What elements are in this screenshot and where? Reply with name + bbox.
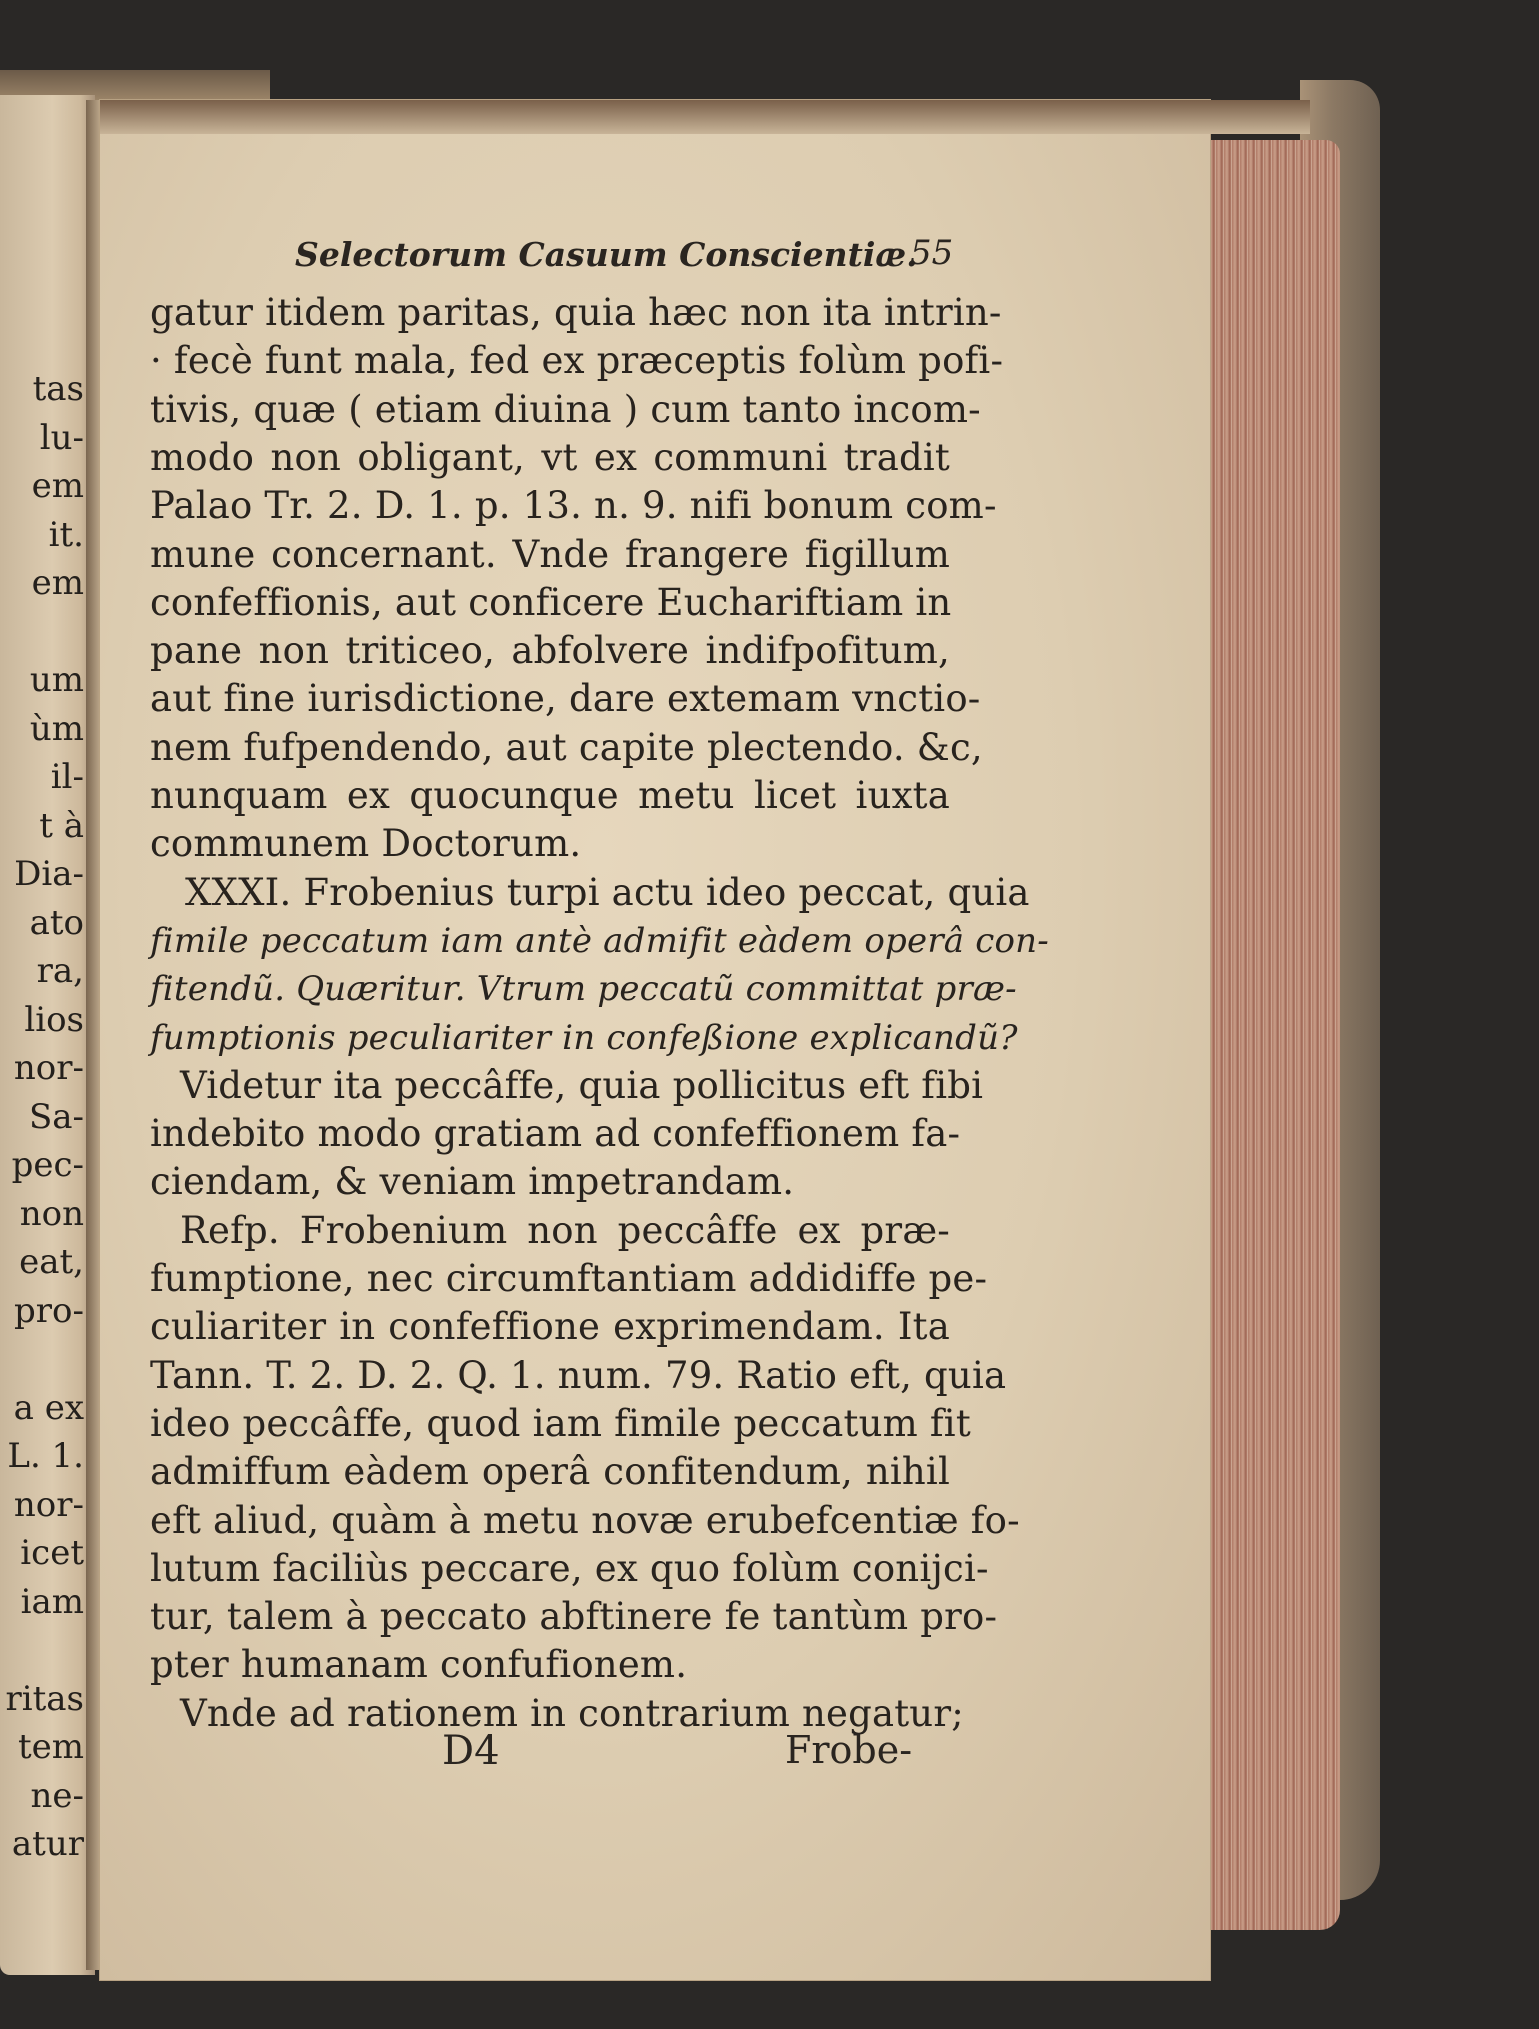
right-page-top-edge <box>100 100 1310 134</box>
left-fragment-line: ato <box>29 902 84 943</box>
left-fragment-line: ritas <box>5 1678 84 1719</box>
text-line: Refp. Frobenium non peccâffe ex præ- <box>180 1208 950 1252</box>
left-fragment-line: lios <box>24 999 84 1040</box>
text-line: indebito modo gratiam ad confeffionem fa- <box>150 1112 961 1156</box>
left-fragment-line: a ex <box>13 1387 84 1428</box>
left-fragment-line: ne- <box>30 1775 84 1816</box>
left-fragment-line: atur <box>11 1824 84 1864</box>
text-line: modo non obligant, vt ex communi tradit <box>150 435 950 479</box>
left-fragment-line: ra, <box>36 951 84 991</box>
left-fragment-line: em <box>31 563 84 603</box>
text-line: mune concernant. Vnde frangere figillum <box>150 532 950 576</box>
text-line: culiariter in confeffione exprimendam. Ita <box>150 1305 950 1349</box>
text-line: aut fine iurisdictione, dare extemam vnctio- <box>150 677 981 721</box>
left-fragment-line: pec- <box>11 1145 84 1185</box>
text-line: ideo peccâffe, quod iam fimile peccatum fit <box>150 1401 971 1445</box>
left-fragment-line: tas <box>32 369 84 409</box>
text-line: XXXI. Frobenius turpi actu ideo peccat, quia <box>185 870 1030 914</box>
signature-mark: D4 <box>442 1728 500 1774</box>
left-fragment-line: nor- <box>13 1484 84 1525</box>
text-line: Tann. T. 2. D. 2. Q. 1. num. 79. Ratio eft, quia <box>150 1353 1007 1397</box>
left-fragment-line: L. 1. <box>7 1436 84 1476</box>
text-line: Palao Tr. 2. D. 1. p. 13. n. 9. nifi bonum com- <box>150 484 997 528</box>
left-fragment-line: lu- <box>39 417 84 458</box>
text-line: Videtur ita peccâffe, quia pollicitus eft fibi <box>180 1063 984 1107</box>
left-fragment-line: Sa- <box>28 1096 84 1137</box>
text-line: admiffum eàdem operâ confitendum, nihil <box>150 1450 950 1494</box>
page-fore-edge <box>1200 140 1340 1930</box>
text-line: confeffionis, aut conficere Euchariftiam in <box>150 580 952 624</box>
text-line: nem fufpendendo, aut capite plectendo. &c, <box>150 725 983 769</box>
text-line: gatur itidem paritas, quia hæc non ita intrin- <box>150 291 1002 334</box>
text-line: pter humanam confufionem. <box>150 1643 688 1687</box>
text-line: · fecè funt mala, fed ex præceptis folùm pofi- <box>150 339 1004 383</box>
left-fragment-line: tem <box>17 1727 84 1767</box>
left-fragment-line: eat, <box>19 1242 84 1282</box>
left-fragment-line: Dia- <box>14 854 84 894</box>
catchword: Frobe- <box>785 1728 913 1772</box>
page-number: 55 <box>910 233 954 273</box>
running-title: Selectorum Casuum Conscientiæ. <box>295 235 918 274</box>
left-fragment-line: ùm <box>29 708 84 749</box>
text-line: tivis, quæ ( etiam diuina ) cum tanto incom- <box>150 387 981 431</box>
left-fragment-line: em <box>31 466 84 506</box>
left-fragment-line <box>0 1626 90 1675</box>
left-fragment-line: it. <box>48 514 84 555</box>
left-fragment-line: um <box>29 660 84 700</box>
text-line: ciendam, & veniam impetrandam. <box>150 1160 795 1204</box>
left-fragment-line: il- <box>50 757 84 797</box>
text-line: lutum faciliùs peccare, ex quo folùm conijci- <box>150 1546 989 1590</box>
text-line: pane non triticeo, abfolvere indifpofitum, <box>150 629 950 673</box>
text-line: fimile peccatum iam antè admifit eàdem operâ con- <box>150 920 1049 961</box>
text-line: Vnde ad rationem in contrarium negatur; <box>180 1691 964 1735</box>
left-fragment-line: iam <box>20 1581 84 1622</box>
text-line: nunquam ex quocunque metu licet iuxta <box>150 774 950 817</box>
left-page <box>0 95 95 1975</box>
left-fragment-line: t à <box>39 805 84 846</box>
text-line: communem Doctorum. <box>150 822 582 866</box>
text-line: fumptionis peculiariter in confeßione explicandũ? <box>150 1017 1018 1058</box>
left-fragment-line: non <box>19 1193 84 1234</box>
left-fragment-line: icet <box>20 1533 84 1573</box>
text-line: eft aliud, quàm à metu novæ erubefcentiæ fo- <box>150 1498 1020 1542</box>
left-fragment-line: nor- <box>13 1048 84 1088</box>
left-fragment-line <box>0 1335 90 1384</box>
text-line: tur, talem à peccato abftinere fe tantùm pro- <box>150 1595 998 1639</box>
left-fragment-line: pro- <box>14 1290 84 1331</box>
left-fragment-line <box>0 608 90 657</box>
text-line: fumptione, nec circumftantiam addidiffe pe- <box>150 1257 988 1300</box>
left-page-text-fragments <box>0 365 90 1869</box>
text-line: fitendũ. Quæritur. Vtrum peccatũ committat præ- <box>150 969 1017 1010</box>
